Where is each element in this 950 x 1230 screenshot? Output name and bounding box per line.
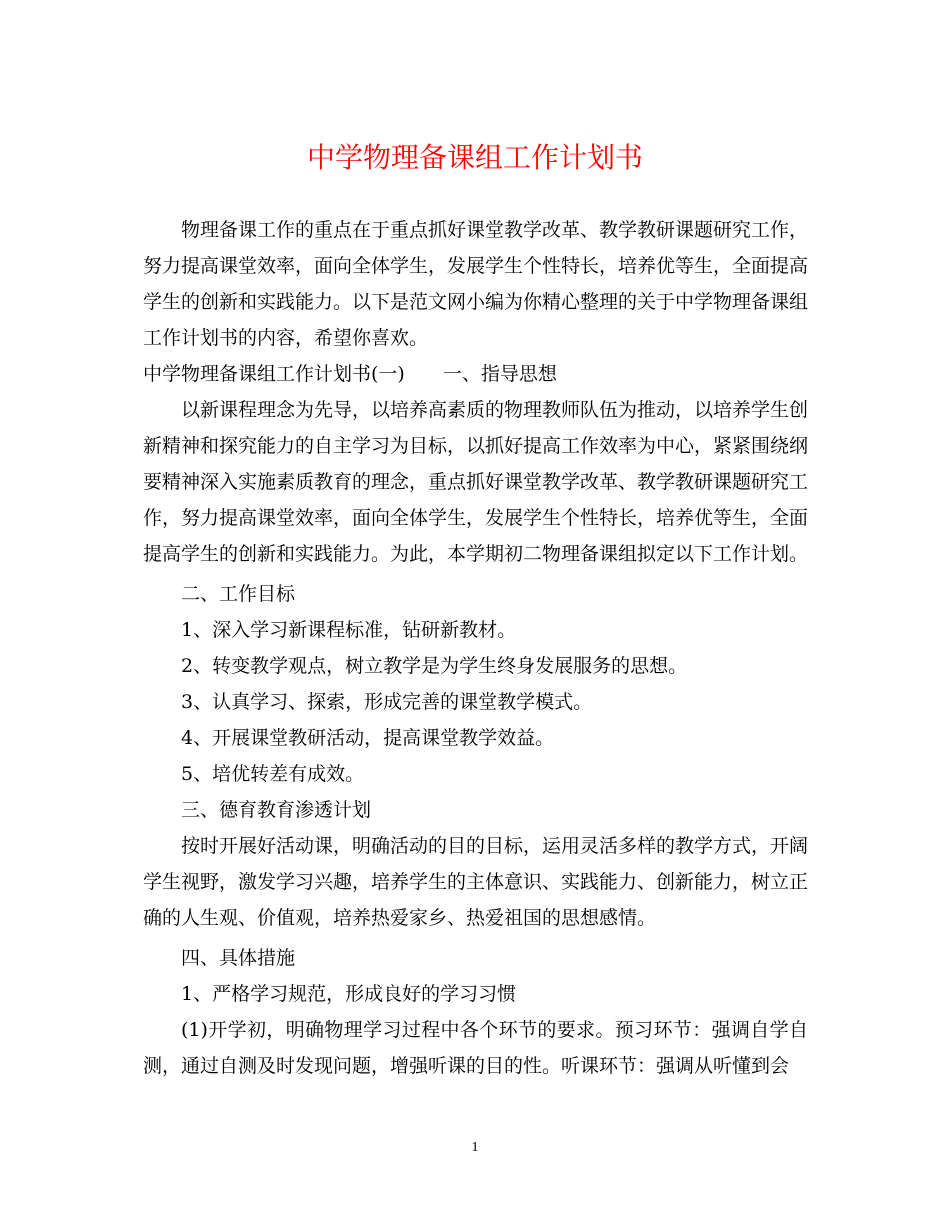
guiding-thought-paragraph: 以新课程理念为先导，以培养高素质的物理教师队伍为推动，以培养学生创新精神和探究能力的自主学习为目标，以抓好提高工作效率为中心，紧紧围绕纲要精神深入实施素质教育的理念，重点抓好课堂教学改革、教学教研课题研究工作，努力提高课堂效率，面向全体学生，发展学生个性特长，培养优等生，全面提高学生的创新和实践能力。为此，本学期初二物理备课组拟定以下工作计划。: [143, 399, 809, 565]
section-heading-plan-one: 中学物理备课组工作计划书(一) 一、指导思想: [143, 363, 557, 385]
intro-paragraph: 物理备课工作的重点在于重点抓好课堂教学改革、教学教研课题研究工作，努力提高课堂效率，面向全体学生，发展学生个性特长，培养优等生，全面提高学生的创新和实践能力。以下是范文网小编为你精心整理的关于中学物理备课组工作计划书的内容，希望你喜欢。: [143, 219, 809, 349]
measure-item-1: 1、严格学习规范，形成良好的学习习惯: [181, 983, 517, 1005]
goal-item-3: 3、认真学习、探索，形成完善的课堂教学模式。: [181, 691, 593, 713]
section-heading-goals: 二、工作目标: [181, 583, 296, 605]
document-body: [143, 212, 808, 1084]
goal-item-4: 4、开展课堂教研活动，提高课堂教学效益。: [181, 727, 555, 749]
measure-detail-paragraph: (1)开学初，明确物理学习过程中各个环节的要求。预习环节：强调自学自测，通过自测及时发现问题，增强听课的目的性。听课环节：强调从听懂到会: [143, 1019, 808, 1077]
section-heading-moral-education: 三、德育教育渗透计划: [181, 799, 372, 821]
goal-item-2: 2、转变教学观点，树立教学是为学生终身发展服务的思想。: [181, 655, 688, 677]
goal-item-5: 5、培优转差有成效。: [181, 763, 365, 785]
page-number: 1: [471, 1140, 479, 1155]
section-heading-measures: 四、具体措施: [181, 947, 296, 969]
moral-education-paragraph: 按时开展好活动课，明确活动的目的目标，运用灵活多样的教学方式，开阔学生视野，激发学习兴趣，培养学生的主体意识、实践能力、创新能力，树立正确的人生观、价值观，培养热爱家乡、热爱祖国的思想感情。: [143, 835, 809, 929]
goal-item-1: 1、深入学习新课程标准，钻研新教材。: [181, 619, 517, 641]
document-title: 中学物理备课组工作计划书: [306, 141, 643, 174]
